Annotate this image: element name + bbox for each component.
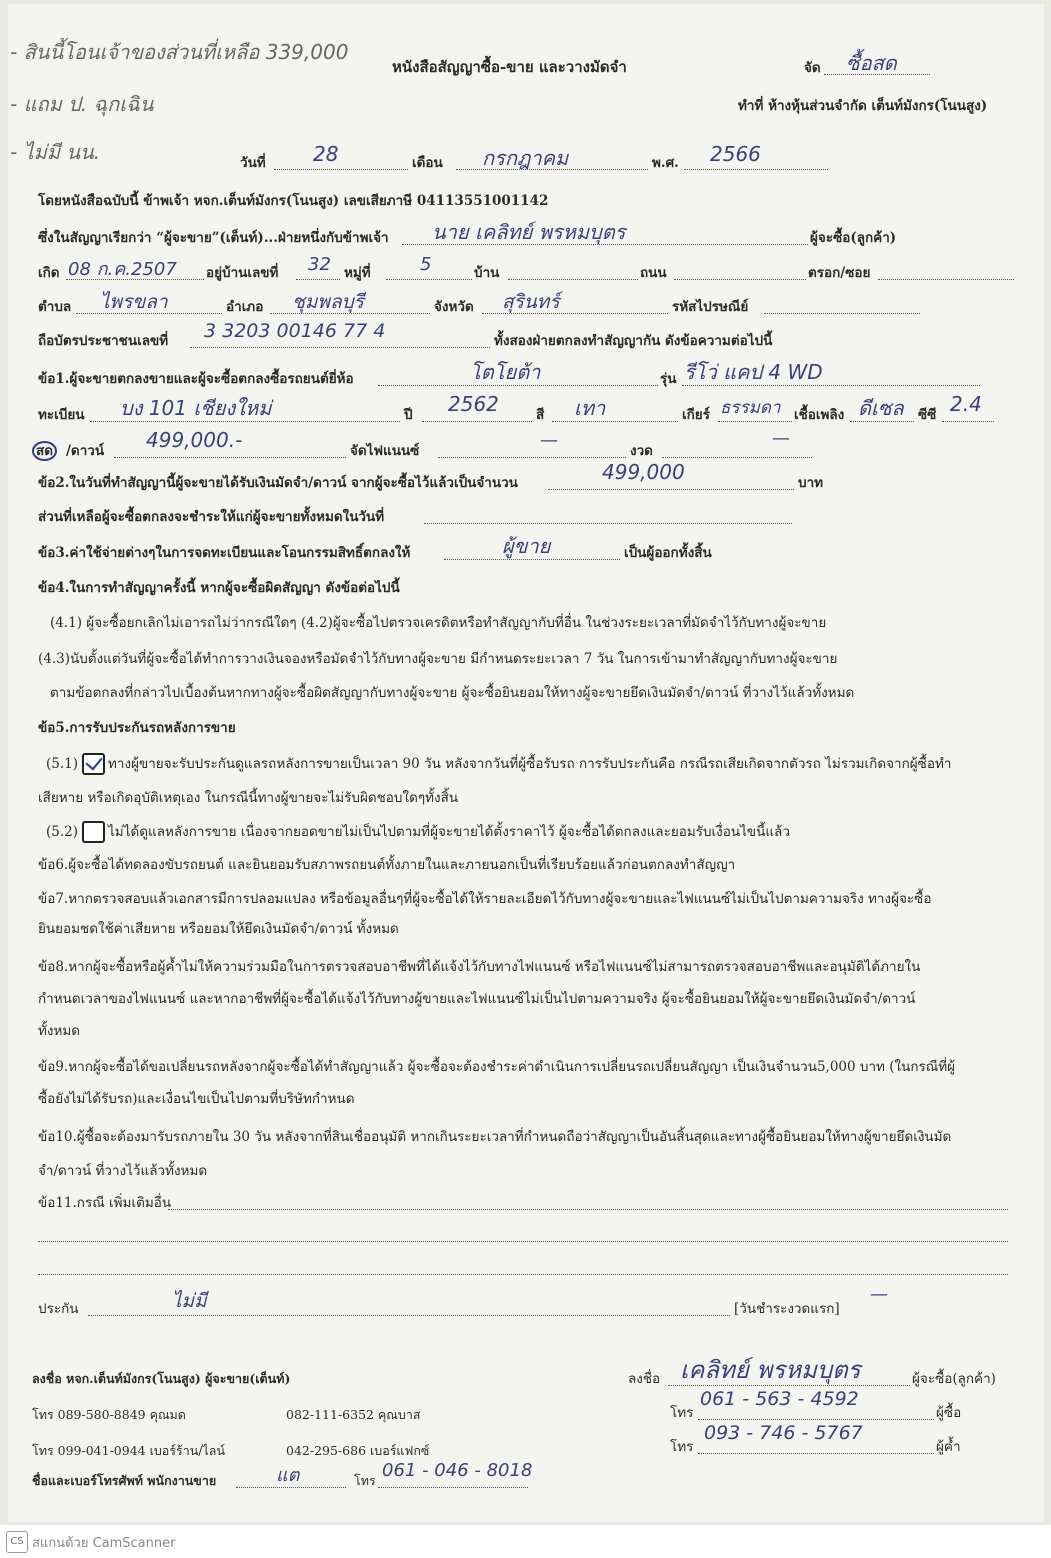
- clause2-text: ข้อ2.ในวันที่ทำสัญญานี้ผู้จะขายได้รับเงินมัดจำ/ดาวน์ จากผู้จะซื้อไว้แล้วเป็นจำนวน: [38, 475, 518, 491]
- document-title: หนังสือสัญญาซื้อ-ขาย และวางมัดจำ: [392, 58, 627, 76]
- clause8-line3: ทั้งหมด: [38, 1023, 81, 1039]
- intro-line: โดยหนังสือฉบับนี้ ข้าพเจ้า หจก.เต็นท์มังกร(โนนสูง) เลขเสียภาษี 04113551001142: [38, 193, 549, 209]
- soi-label: ตรอก/ซอย: [808, 265, 871, 281]
- clause10-line2: จำ/ดาวน์ ที่วางไว้แล้วทั้งหมด: [38, 1163, 208, 1179]
- id-card-suffix: ทั้งสองฝ่ายตกลงทำสัญญากัน ดังข้อความต่อไปนี้: [494, 333, 773, 349]
- clause3-payer: ผู้ขาย: [502, 534, 551, 558]
- margin-note-3: - ไม่มี นน.: [10, 140, 101, 164]
- staff-name: แต: [276, 1465, 300, 1486]
- moo-label: หมู่ที่: [344, 265, 371, 281]
- clause9-line1: ข้อ9.หากผู้จะซื้อได้ขอเปลี่ยนรถหลังจากผู้จะซื้อได้ทำสัญญาแล้ว ผู้จะซื้อจะต้องชำระค่าดำเนินการเปลี่ยนรถเปลี่ยนสัญญา เป็นเงินจำนวน5,000 บาท (ในกรณีที่ผู้: [38, 1059, 956, 1075]
- option-5-1-line1: ทางผู้ขายจะรับประกันดูแลรถหลังการขายเป็นเวลา 90 วัน หลังจากวันที่ผู้ซื้อรับรถ การรับประกันคือ กรณีรถเสียเกิดจากตัวรถ ไม่รวมเกิดจากผู้ซื้อทำ: [108, 756, 952, 772]
- clause8-line2: กำหนดเวลาของไฟแนนซ์ และหากอาชีพที่ผู้จะซื้อได้แจ้งไว้กับทางผู้ขายและไฟแนนซ์ไม่เป็นไปตามความจริง ผู้จะซื้อยินยอมให้ผู้จะขายยึดเงินมัดจำ/ดาวน์: [38, 991, 916, 1007]
- parties-prefix: ซึ่งในสัญญาเรียกว่า “ผู้จะขาย”(เต็นท์)...ฝ่ายหนึ่งกับข้าพเจ้า: [38, 230, 389, 246]
- registration-value: บง 101 เชียงใหม่: [120, 396, 272, 420]
- guarantor-tel: 093 - 746 - 5767: [704, 1422, 863, 1444]
- amphoe-label: อำเภอ: [226, 299, 264, 315]
- job-label: จัด: [804, 60, 821, 76]
- year-value: 2566: [710, 142, 761, 166]
- month-label: เดือน: [412, 155, 443, 171]
- guarantor-tel-label: โทร: [670, 1439, 694, 1455]
- clause7-line2: ยินยอมชดใช้ค่าเสียหาย หรือยอมให้ยึดเงินมัดจำ/ดาวน์ ทั้งหมด: [38, 921, 399, 937]
- house-label: อยู่บ้านเลขที่: [206, 265, 279, 281]
- place-label: ทำที่ ห้างหุ้นส่วนจำกัด เต็นท์มังกร(โนนสูง): [738, 98, 988, 114]
- buyer-sign-label: ลงชื่อ: [628, 1371, 661, 1387]
- clause1-label: ข้อ1.ผู้จะขายตกลงขายและผู้จะซื้อตกลงซื้อรถยนต์ยี่ห้อ: [38, 371, 354, 387]
- seller-phone-4: 042-295-686 เบอร์แฟกซ์: [286, 1443, 430, 1458]
- clause4-line1: (4.1) ผู้จะซื้อยกเลิกไม่เอารถไม่ว่ากรณีใดๆ (4.2)ผู้จะซื้อไปตรวจเครดิตหรือทำสัญญากับที่อื่น ในช่วงระยะเวลาที่มัดจำไว้กับทางผู้จะขาย: [50, 615, 827, 631]
- village-label: บ้าน: [474, 265, 500, 281]
- clause5-title: ข้อ5.การรับประกันรถหลังการขาย: [38, 720, 236, 736]
- insurance-label: ประกัน: [38, 1301, 79, 1317]
- car-brand: โตโยต้า: [470, 360, 541, 384]
- cc-label: ซีซี: [918, 407, 937, 423]
- down-value: 499,000.-: [146, 428, 243, 452]
- seller-phone-3: โทร 099-041-0944 เบอร์ร้าน/ไลน์: [32, 1443, 225, 1458]
- buyer-tel-role: ผู้ซื้อ: [936, 1405, 962, 1421]
- registration-label: ทะเบียน: [38, 407, 85, 423]
- parties-suffix: ผู้จะซื้อ(ลูกค้า): [810, 230, 897, 246]
- staff-tel: 061 - 046 - 8018: [382, 1460, 533, 1481]
- installment-value: —: [772, 428, 790, 449]
- day-value: 28: [313, 142, 339, 166]
- day-label: วันที่: [240, 155, 266, 171]
- fuel-value: ดีเซล: [858, 396, 904, 420]
- moo-value: 5: [420, 254, 432, 275]
- car-model: รีโว่ แคป 4 WD: [684, 360, 823, 384]
- contract-page: [8, 4, 1044, 1522]
- clause9-line2: ซื้อยังไม่ได้รับรถ)และเงื่อนไขเป็นไปตามที่บริษัทกำหนด: [38, 1091, 355, 1107]
- reg-year-label: ปี: [404, 407, 413, 423]
- option-5-2-checkbox[interactable]: [82, 821, 105, 843]
- buyer-signature: เคลิทย์ พรหมบุตร: [680, 1356, 861, 1384]
- cc-value: 2.4: [950, 392, 982, 416]
- first-due-value: —: [870, 1284, 888, 1305]
- clause2-unit: บาท: [798, 475, 824, 491]
- job-value: ซื้อสด: [846, 51, 897, 75]
- buyer-role: ผู้จะซื้อ(ลูกค้า): [912, 1371, 996, 1387]
- buyer-name: นาย เคลิทย์ พรหมบุตร: [432, 220, 626, 244]
- clause11-label: ข้อ11.กรณี เพิ่มเติมอื่น: [38, 1195, 172, 1211]
- buyer-tel-label: โทร: [670, 1405, 694, 1421]
- clause3-text: ข้อ3.ค่าใช้จ่ายต่างๆในการจดทะเบียนและโอนกรรมสิทธิ์ตกลงให้: [38, 545, 411, 561]
- clause6-text: ข้อ6.ผู้จะซื้อได้ทดลองขับรถยนต์ และยินยอมรับสภาพรถยนต์ทั้งภายในและภายนอกเป็นที่เรียบร้อยแล้วก่อนตกลงทำสัญญา: [38, 857, 736, 873]
- clause7-line1: ข้อ7.หากตรวจสอบแล้วเอกสารมีการปลอมแปลง หรือข้อมูลอื่นๆที่ผู้จะซื้อได้ให้รายละเอียดไว้กับทางผู้จะขายและไฟแนนซ์ไม่เป็นไปตามความจริง ทางผู้จะซื้อ: [38, 891, 932, 907]
- scanner-footer: [0, 1525, 1051, 1558]
- year-label: พ.ศ.: [652, 155, 679, 171]
- finance-value: —: [540, 430, 558, 451]
- staff-label: ชื่อและเบอร์โทรศัพท์ พนักงานขาย: [32, 1473, 217, 1488]
- province-label: จังหวัด: [434, 299, 474, 315]
- cs-logo-icon: CS: [6, 1531, 28, 1553]
- guarantor-role: ผู้ค้ำ: [936, 1439, 961, 1455]
- color-value: เทา: [574, 396, 606, 420]
- finance-label: จัดไฟแนนซ์: [350, 443, 420, 459]
- staff-tel-label: โทร: [354, 1473, 376, 1488]
- installment-label: งวด: [630, 443, 653, 459]
- id-card-value: 3 3203 00146 77 4: [204, 320, 386, 342]
- amphoe-value: ชุมพลบุรี: [292, 291, 364, 313]
- clause4-line3: ตามข้อตกลงที่กล่าวไปเบื้องต้นหากทางผู้จะซื้อผิดสัญญากับทางผู้จะขาย ผู้จะซื้อยินยอมให้ทางผู้จะขายยึดเงินมัดจำ/ดาวน์ ที่วางไว้แล้วทั้งหมด: [50, 685, 855, 701]
- option-5-2-number: (5.2): [46, 824, 79, 840]
- clause8-line1: ข้อ8.หากผู้จะซื้อหรือผู้ค้ำไม่ให้ความร่วมมือในการตรวจสอบอาชีพที่ได้แจ้งไว้กับทางไฟแนนซ์ หรือไฟแนนซ์ไม่สามารถตรวจสอบอาชีพและอนุมัติได้ภายใน: [38, 959, 921, 975]
- fuel-label: เชื้อเพลิง: [794, 407, 845, 423]
- color-label: สี: [536, 407, 545, 423]
- margin-note-2: - แถม ป. ฉุกเฉิน: [10, 92, 154, 116]
- clause3-suffix: เป็นผู้ออกทั้งสิ้น: [624, 545, 712, 561]
- check-icon: [85, 753, 102, 771]
- first-due-label: [วันชำระงวดแรก]: [734, 1301, 840, 1317]
- margin-note-1: - สินนี้โอนเจ้าของส่วนที่เหลือ 339,000: [10, 40, 349, 64]
- id-card-label: ถือบัตรประชาชนเลขที่: [38, 333, 169, 349]
- tambon-label: ตำบล: [38, 299, 72, 315]
- down-label: /ดาวน์: [66, 443, 105, 459]
- seller-sign-label: ลงชื่อ หจก.เต็นท์มังกร(โนนสูง) ผู้จะขาย(เต็นท์): [32, 1371, 291, 1386]
- postal-label: รหัสไปรษณีย์: [672, 299, 749, 315]
- seller-phone-1: โทร 089-580-8849 คุณมด: [32, 1407, 186, 1422]
- road-label: ถนน: [640, 265, 667, 281]
- clause2-remaining: ส่วนที่เหลือผู้จะซื้อตกลงจะชำระให้แก่ผู้จะขายทั้งหมดในวันที่: [38, 509, 385, 525]
- gear-value: ธรรมดา: [720, 398, 781, 418]
- clause4-title: ข้อ4.ในการทำสัญญาครั้งนี้ หากผู้จะซื้อผิดสัญญา ดังข้อต่อไปนี้: [38, 580, 400, 596]
- option-5-1-line2: เสียหาย หรือเกิดอุบัติเหตุเอง ในกรณีนี้ทางผู้ขายจะไม่รับผิดชอบใดๆทั้งสิ้น: [38, 790, 459, 806]
- clause2-amount: 499,000: [602, 460, 685, 484]
- province-value: สุรินทร์: [502, 291, 560, 313]
- model-label: รุ่น: [660, 371, 677, 387]
- house-value: 32: [308, 254, 331, 275]
- month-value: กรกฎาคม: [482, 146, 569, 170]
- gear-label: เกียร์: [682, 407, 710, 423]
- clause4-line2: (4.3)นับตั้งแต่วันที่ผู้จะซื้อได้ทำการวางเงินจองหรือมัดจำไว้กับทางผู้จะขาย มีกำหนดระยะเวลา 7 วัน ในการเข้ามาทำสัญญากับทางผู้จะขาย: [38, 651, 838, 667]
- option-5-1-checkbox[interactable]: [82, 753, 105, 775]
- insurance-value: ไม่มี: [172, 1290, 207, 1312]
- option-5-2-line1: ไม่ได้ดูแลหลังการขาย เนื่องจากยอดขายไม่เป็นไปตามที่ผู้จะขายได้ตั้งราคาไว้ ผู้จะซื้อได้ตกลงและยอมรับเงื่อนไขนี้แล้ว: [108, 824, 790, 840]
- tambon-value: ไพรขลา: [100, 291, 168, 313]
- option-5-1-number: (5.1): [46, 756, 79, 772]
- seller-phone-2: 082-111-6352 คุณบาส: [286, 1407, 421, 1422]
- reg-year-value: 2562: [448, 392, 499, 416]
- birth-label: เกิด: [38, 265, 60, 281]
- buyer-tel: 061 - 563 - 4592: [700, 1388, 859, 1410]
- scanner-text: สแกนด้วย CamScanner: [32, 1536, 176, 1551]
- cash-circle: สด: [32, 441, 57, 461]
- clause10-line1: ข้อ10.ผู้ซื้อจะต้องมารับรถภายใน 30 วัน หลังจากที่สินเชื่ออนุมัติ หากเกินระยะเวลาที่กำหนดถือว่าสัญญาเป็นอันสิ้นสุดและทางผู้ซื้อยินยอมให้ทางผู้ขายยึดเงินมัด: [38, 1129, 952, 1145]
- birth-value: 08 ก.ค.2507: [68, 259, 177, 280]
